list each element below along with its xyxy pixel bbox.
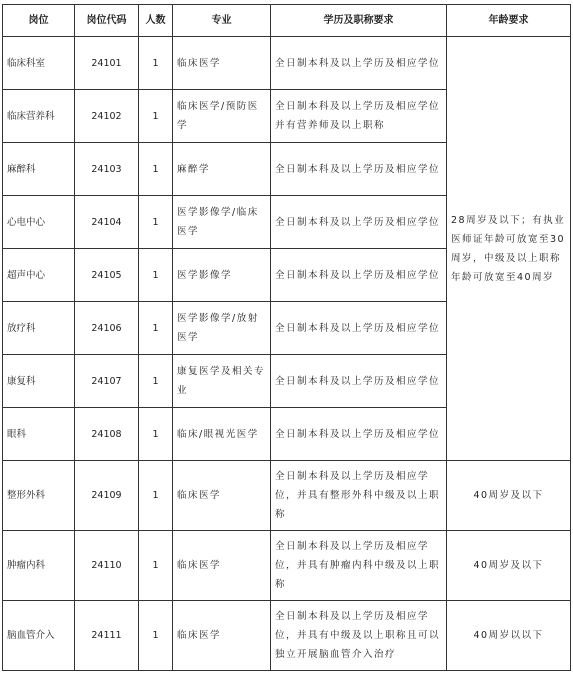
cell-position: 康复科 xyxy=(3,355,75,408)
cell-education: 全日制本科及以上学历及相应学位 xyxy=(271,37,447,90)
cell-major: 医学影像学/放射医学 xyxy=(173,302,271,355)
header-position: 岗位 xyxy=(3,5,75,37)
cell-count: 1 xyxy=(139,196,173,249)
cell-age-merged: 28周岁及以下；有执业医师证年龄可放宽至30周岁，中级及以上职称年龄可放宽至40周岁 xyxy=(447,37,571,461)
header-major: 专业 xyxy=(173,5,271,37)
cell-code: 24102 xyxy=(75,90,139,143)
cell-major: 康复医学及相关专业 xyxy=(173,355,271,408)
table-row xyxy=(3,601,571,671)
cell-code: 24111 xyxy=(75,601,139,671)
cell-count: 1 xyxy=(139,249,173,302)
recruitment-table xyxy=(2,4,571,671)
cell-education: 全日制本科及以上学历及相应学位，并具有肿瘤内科中级及以上职称 xyxy=(271,531,447,601)
cell-education: 全日制本科及以上学历及相应学位 xyxy=(271,302,447,355)
cell-count: 1 xyxy=(139,143,173,196)
cell-count: 1 xyxy=(139,37,173,90)
header-code: 岗位代码 xyxy=(75,5,139,37)
cell-position: 心电中心 xyxy=(3,196,75,249)
cell-position: 临床科室 xyxy=(3,37,75,90)
cell-count: 1 xyxy=(139,408,173,461)
cell-major: 临床医学 xyxy=(173,531,271,601)
cell-position: 麻醉科 xyxy=(3,143,75,196)
header-education: 学历及职称要求 xyxy=(271,5,447,37)
header-row xyxy=(3,5,571,37)
header-age: 年龄要求 xyxy=(447,5,571,37)
cell-position: 眼科 xyxy=(3,408,75,461)
cell-count: 1 xyxy=(139,531,173,601)
cell-major: 临床医学/预防医学 xyxy=(173,90,271,143)
cell-position: 临床营养科 xyxy=(3,90,75,143)
cell-position: 放疗科 xyxy=(3,302,75,355)
table-row xyxy=(3,461,571,531)
cell-code: 24107 xyxy=(75,355,139,408)
cell-major: 临床医学 xyxy=(173,461,271,531)
cell-code: 24110 xyxy=(75,531,139,601)
cell-code: 24105 xyxy=(75,249,139,302)
cell-code: 24104 xyxy=(75,196,139,249)
cell-education: 全日制本科及以上学历及相应学位并有营养师及以上职称 xyxy=(271,90,447,143)
cell-position: 整形外科 xyxy=(3,461,75,531)
cell-position: 脑血管介入 xyxy=(3,601,75,671)
header-count: 人数 xyxy=(139,5,173,37)
cell-major: 麻醉学 xyxy=(173,143,271,196)
cell-code: 24109 xyxy=(75,461,139,531)
cell-age: 40周岁及以下 xyxy=(447,461,571,531)
cell-code: 24103 xyxy=(75,143,139,196)
cell-major: 临床医学 xyxy=(173,37,271,90)
cell-major: 临床/眼视光医学 xyxy=(173,408,271,461)
cell-count: 1 xyxy=(139,355,173,408)
cell-major: 医学影像学 xyxy=(173,249,271,302)
cell-code: 24106 xyxy=(75,302,139,355)
cell-count: 1 xyxy=(139,302,173,355)
cell-position: 肿瘤内科 xyxy=(3,531,75,601)
cell-count: 1 xyxy=(139,601,173,671)
cell-education: 全日制本科及以上学历及相应学位 xyxy=(271,355,447,408)
table-row xyxy=(3,531,571,601)
table-row xyxy=(3,37,571,90)
cell-major: 医学影像学/临床医学 xyxy=(173,196,271,249)
cell-count: 1 xyxy=(139,90,173,143)
cell-education: 全日制本科及以上学历及相应学位 xyxy=(271,408,447,461)
cell-education: 全日制本科及以上学历及相应学位，并具有中级及以上职称且可以独立开展脑血管介入治疗 xyxy=(271,601,447,671)
cell-count: 1 xyxy=(139,461,173,531)
cell-education: 全日制本科及以上学历及相应学位 xyxy=(271,249,447,302)
cell-major: 临床医学 xyxy=(173,601,271,671)
cell-age: 40周岁以以下 xyxy=(447,601,571,671)
cell-code: 24108 xyxy=(75,408,139,461)
cell-code: 24101 xyxy=(75,37,139,90)
cell-education: 全日制本科及以上学历及相应学位 xyxy=(271,143,447,196)
cell-age: 40周岁及以下 xyxy=(447,531,571,601)
cell-education: 全日制本科及以上学历及相应学位 xyxy=(271,196,447,249)
cell-education: 全日制本科及以上学历及相应学位，并具有整形外科中级及以上职称 xyxy=(271,461,447,531)
cell-position: 超声中心 xyxy=(3,249,75,302)
